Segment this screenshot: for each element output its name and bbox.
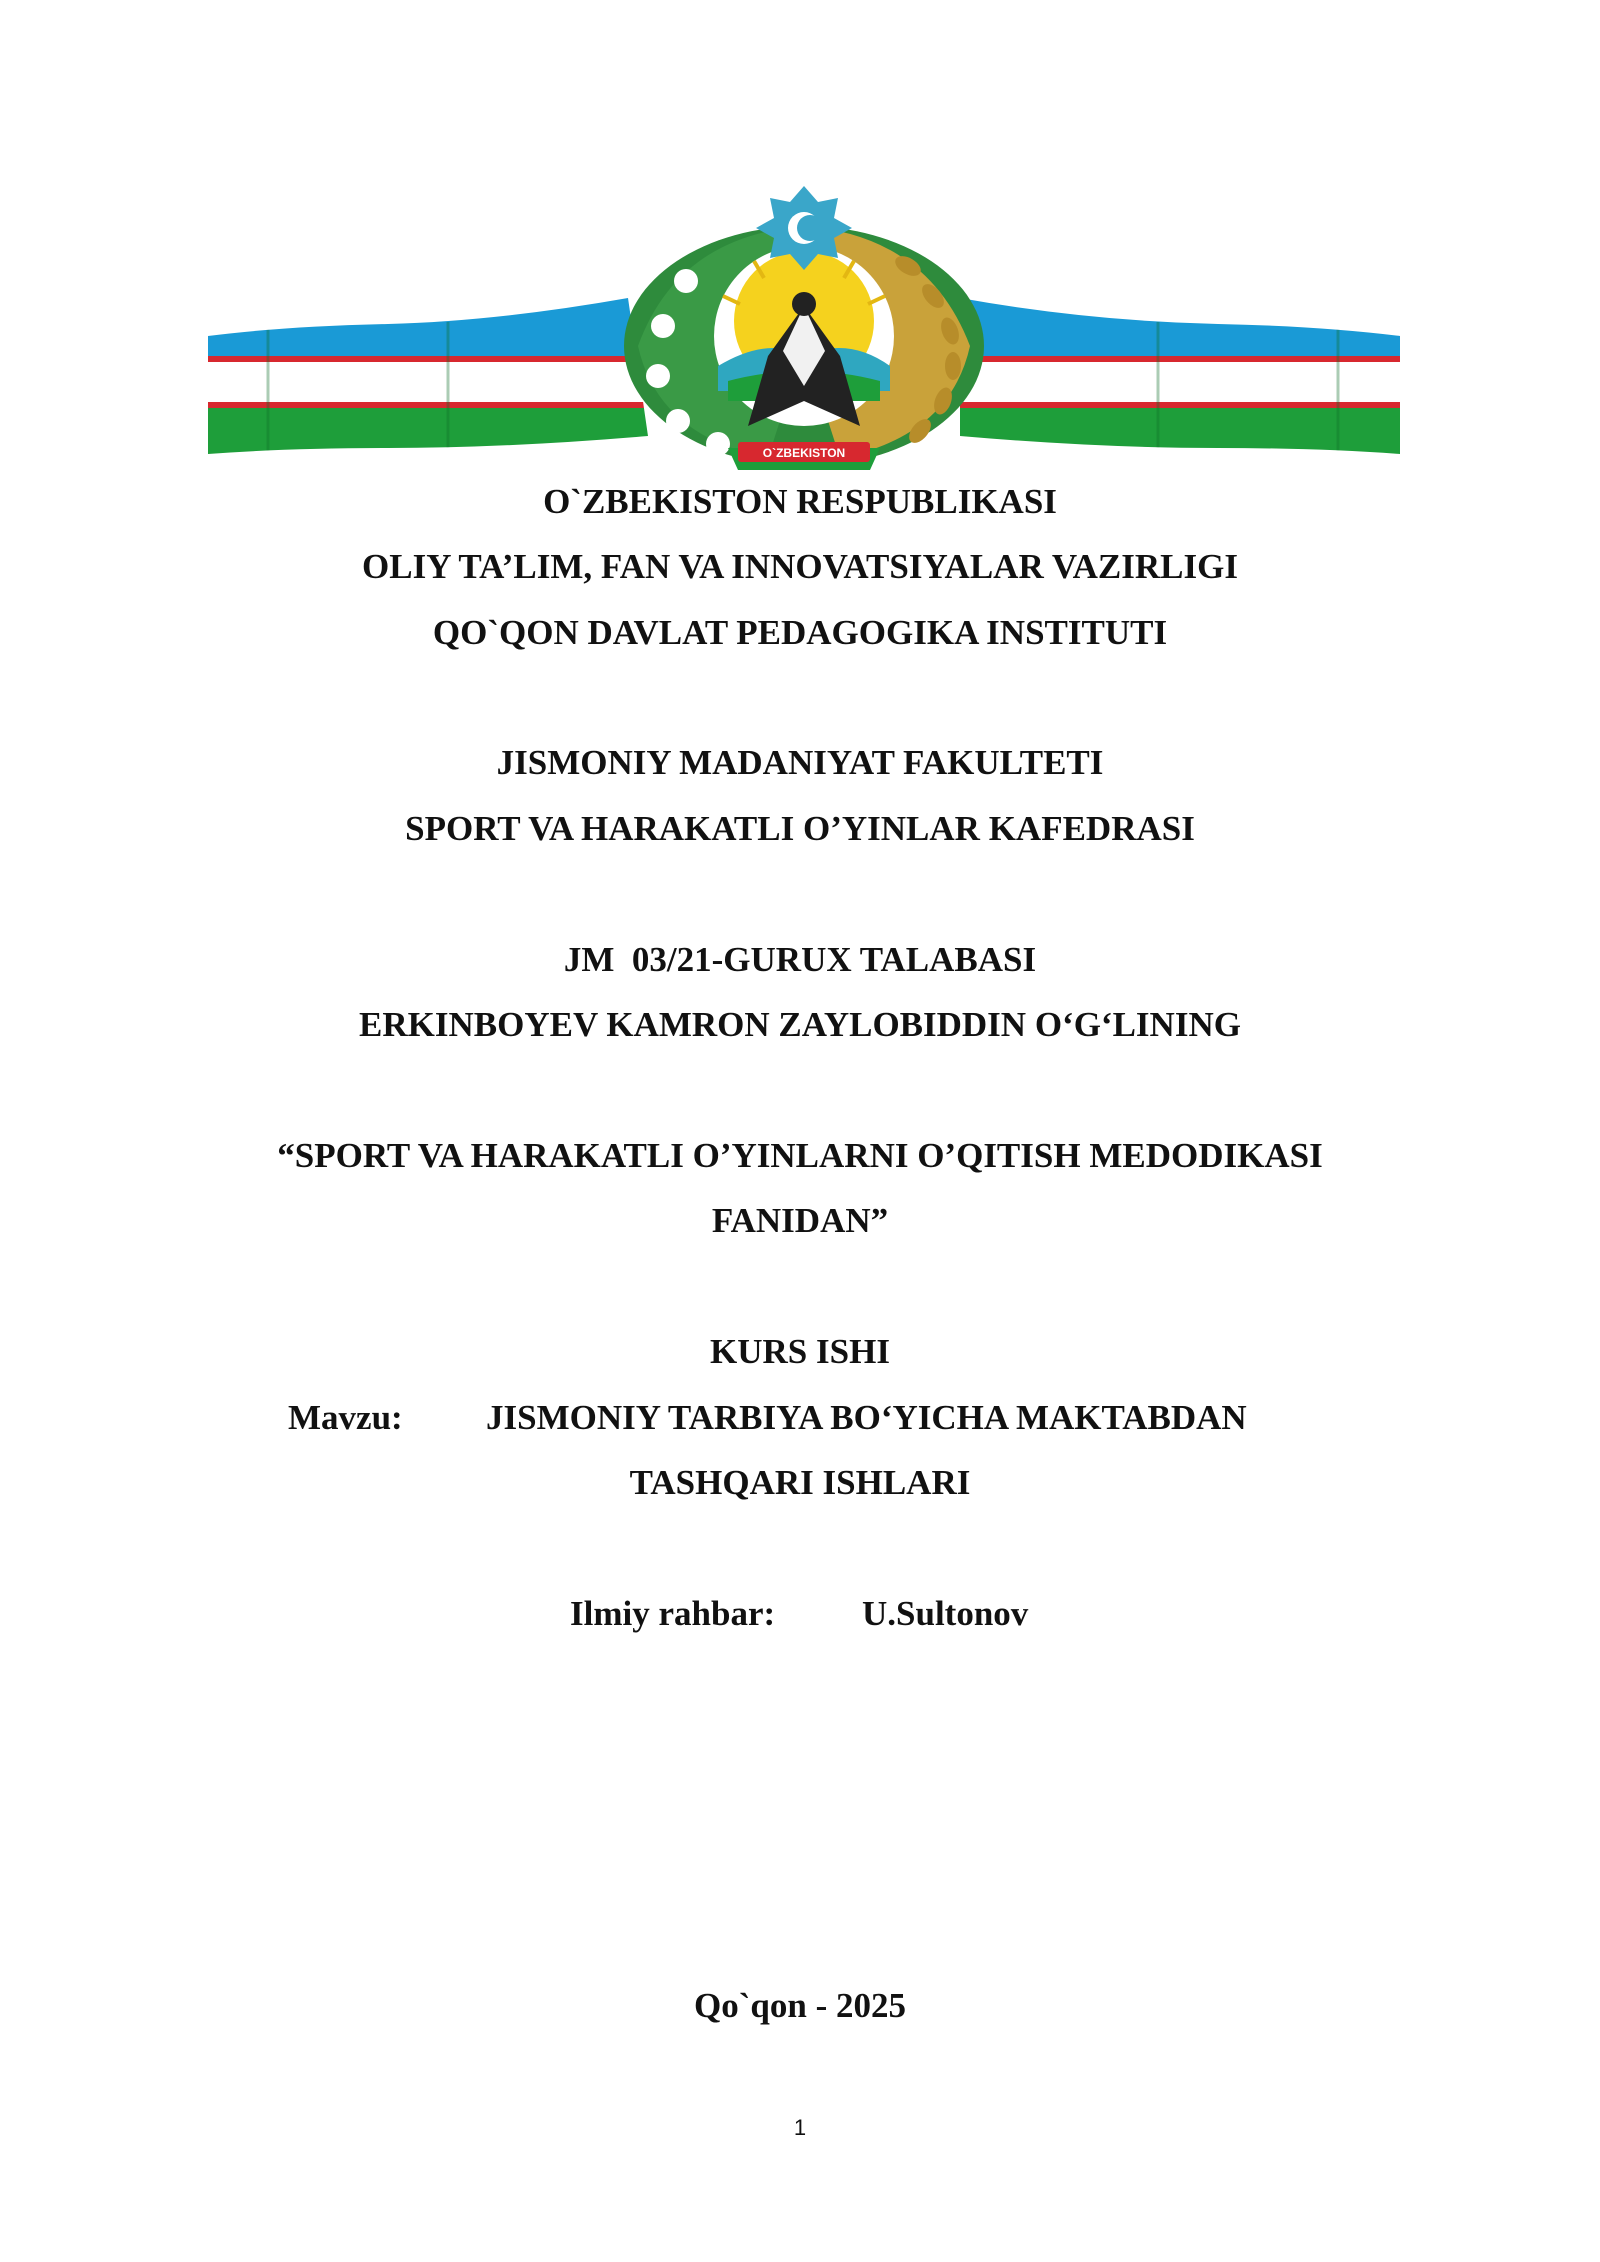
- topic-line-1: JISMONIY TARBIYA BO‘YICHA MAKTABDAN: [486, 1398, 1247, 1437]
- faculty-name: JISMONIY MADANIYAT FAKULTETI: [496, 743, 1104, 782]
- supervisor-name: U.Sultonov: [862, 1594, 1029, 1633]
- institute-name: QO`QON DAVLAT PEDAGOGIKA INSTITUTI: [432, 613, 1168, 652]
- subject-line-2: FANIDAN”: [711, 1201, 889, 1240]
- work-type: KURS ISHI: [710, 1332, 890, 1371]
- flag-ribbon-right: [948, 286, 1400, 468]
- ministry-name: OLIY TA’LIM, FAN VA INNOVATSIYALAR VAZIRLIGI: [362, 547, 1238, 586]
- emblem-center: [624, 186, 984, 470]
- flag-ribbon-left: [208, 286, 658, 468]
- place-year: Qo`qon - 2025: [694, 1986, 906, 2025]
- subject-line-1: “SPORT VA HARAKATLI O’YINLARNI O’QITISH MEDODIKASI: [277, 1136, 1323, 1175]
- topic-label: Mavzu:: [288, 1398, 403, 1437]
- department-name: SPORT VA HARAKATLI O’YINLAR KAFEDRASI: [405, 809, 1195, 848]
- emblem-ribbon-text: O`ZBEKISTON: [762, 446, 846, 460]
- state-emblem: [208, 186, 1400, 470]
- country-name: O`ZBEKISTON RESPUBLIKASI: [543, 482, 1057, 521]
- supervisor-label: Ilmiy rahbar:: [570, 1594, 776, 1633]
- topic-line-2: TASHQARI ISHLARI: [629, 1463, 971, 1502]
- student-name: ERKINBOYEV KAMRON ZAYLOBIDDIN O‘G‘LINING: [359, 1005, 1241, 1044]
- student-group: JM 03/21-GURUX TALABASI: [563, 940, 1037, 979]
- page-number: 1: [793, 2115, 807, 2140]
